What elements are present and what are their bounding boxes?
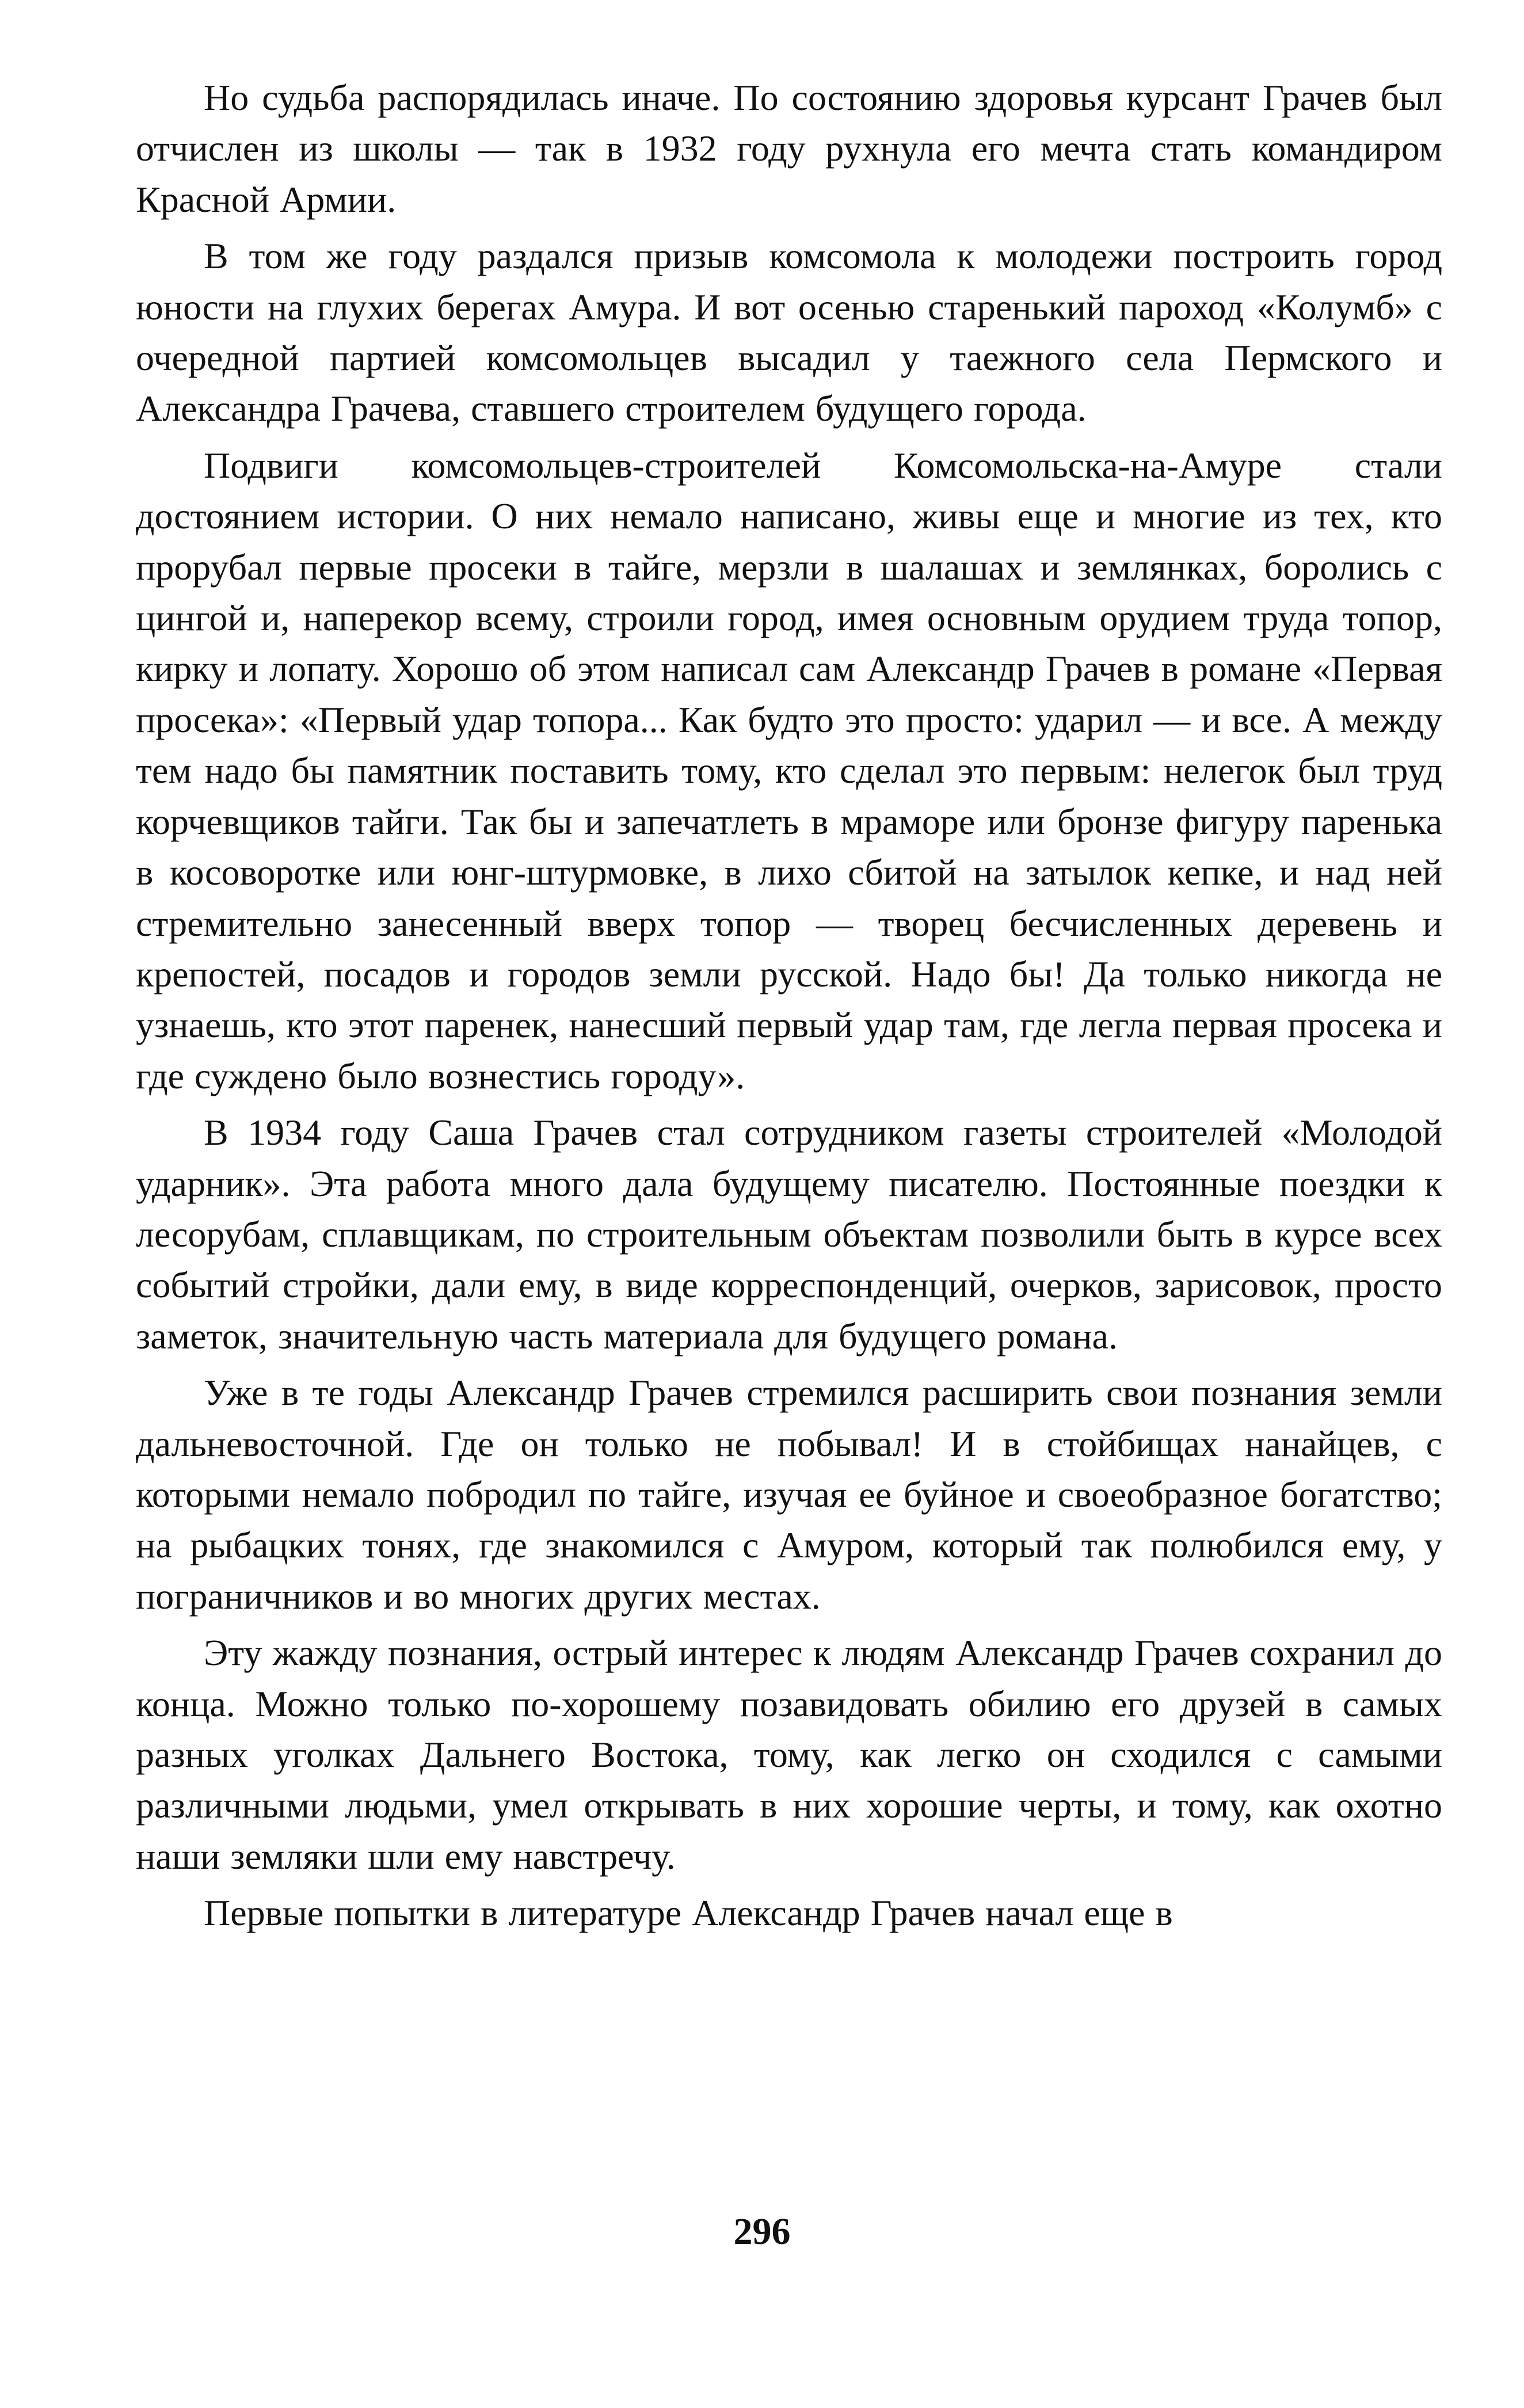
paragraph-6: Эту жажду познания, острый интерес к людям Александр Грачев сохранил до конца. Можно только по-хорошему позавидовать обилию его друзей в самых разных уголках Дальнего Востока, тому, как легко он сходился с самыми различными людьми, умел открывать в них хорошие черты, и тому, как охотно наши земляки шли ему навстречу.	[136, 1632, 1442, 1877]
paragraph-1: Но судьба распорядилась иначе. По состоянию здоровья курсант Грачев был отчислен из школы — так в 1932 году рухнула его мечта стать командиром Красной Армии.	[136, 77, 1442, 220]
paragraph-4: В 1934 году Саша Грачев стал сотрудником газеты строителей «Молодой ударник». Эта работа много дала будущему писателю. Постоянные поездки к лесорубам, сплавщикам, по строительным объектам позволили быть в курсе всех событий стройки, дали ему, в виде корреспонденций, очерков, зарисовок, просто заметок, значительную часть материала для будущего романа.	[136, 1112, 1442, 1357]
paragraph-7: Первые попытки в литературе Александр Грачев начал еще в	[204, 1892, 1173, 1934]
body-text	[136, 73, 1442, 1945]
paragraph-3: Подвиги комсомольцев-строителей Комсомольска-на-Амуре стали достоянием истории. О них немало написано, живы еще и многие из тех, кто прорубал первые просеки в тайге, мерзли в шалашах и землянках, боролись с цингой и, наперекор всему, строили город, имея основным орудием труда топор, кирку и лопату. Хорошо об этом написал сам Александр Грачев в романе «Первая просека»: «Первый удар топора... Как будто это просто: ударил — и все. А между тем надо бы памятник поставить тому, кто сделал это первым: нелегок был труд корчевщиков тайги. Так бы и запечатлеть в мраморе или бронзе фигуру паренька в косоворотке или юнг-штурмовке, в лихо сбитой на затылок кепке, и над ней стремительно занесенный вверх топор — творец бесчисленных деревень и крепостей, посадов и городов земли русской. Надо бы! Да только никогда не узнаешь, кто этот паренек, нанесший первый удар там, где легла первая просека и где суждено было вознестись городу».	[136, 444, 1442, 1096]
paragraph-5: Уже в те годы Александр Грачев стремился расширить свои познания земли дальневосточной. Где он только не побывал! И в стойбищах нанайцев, с которыми немало побродил по тайге, изучая ее буйное и своеобразное богатство; на рыбацких тонях, где знакомился с Амуром, который так полюбился ему, у пограничников и во многих других местах.	[136, 1372, 1442, 1617]
page-number: 296	[733, 2211, 791, 2253]
paragraph-2: В том же году раздался призыв комсомола к молодежи построить город юности на глухих берегах Амура. И вот осенью старенький пароход «Колумб» с очередной партией комсомольцев высадил у таежного села Пермского и Александра Грачева, ставшего строителем будущего города.	[136, 235, 1442, 429]
